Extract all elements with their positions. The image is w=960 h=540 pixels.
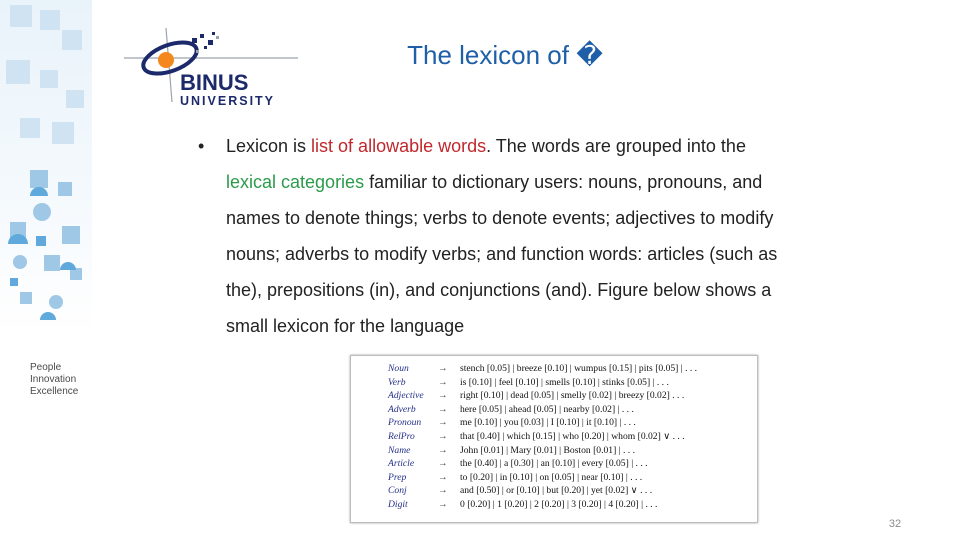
arrow-icon: →: [438, 471, 448, 483]
paragraph: [226, 128, 798, 344]
lexicon-category: Conj: [388, 485, 407, 497]
lexicon-words: 0 [0.20] | 1 [0.20] | 2 [0.20] | 3 [0.20] | 4 [0.20] | . . .: [460, 499, 658, 510]
tagline-line: Innovation: [30, 374, 77, 385]
arrow-icon: →: [438, 376, 448, 388]
lexicon-words: here [0.05] | ahead [0.05] | nearby [0.02] | . . .: [460, 403, 634, 415]
lexicon-category: Prep: [388, 471, 407, 483]
lexicon-words: is [0.10] | feel [0.10] | smells [0.10] | stinks [0.05] | . . .: [460, 376, 669, 388]
arrow-icon: →: [438, 458, 448, 470]
arrow-icon: →: [438, 499, 448, 510]
content-block: [198, 128, 798, 344]
arrow-icon: →: [438, 390, 448, 402]
text-run: . The words are grouped into the: [486, 136, 746, 156]
page-number: 32: [888, 518, 902, 530]
arrow-icon: →: [438, 403, 448, 415]
lexicon-category: Article: [388, 458, 415, 470]
tagline-line: People: [30, 362, 62, 373]
lexicon-words: to [0.20] | in [0.10] | on [0.05] | near [0.10] | . . .: [460, 471, 643, 483]
slide-title: [0, 40, 960, 71]
lexicon-category: Pronoun: [388, 417, 422, 429]
lexicon-words: the [0.40] | a [0.30] | an [0.10] | every [0.05] | . . .: [460, 458, 648, 470]
tagline: [30, 362, 78, 398]
arrow-icon: →: [438, 417, 448, 429]
text-run: familiar to dictionary users: nouns, pronouns, and names to denote things; verbs to denote events; adjectives to modify nouns; adverbs to modify verbs; and function words: articles (such as the), prepositions (in), and conjunctions (and). Figure below shows a small lexicon for the language: [226, 172, 778, 336]
lexicon-category: Verb: [388, 376, 406, 388]
lexicon-words: right [0.10] | dead [0.05] | smelly [0.02] | breezy [0.02] . . .: [460, 390, 685, 402]
lexicon-words: me [0.10] | you [0.03] | I [0.10] | it [0.10] | . . .: [460, 417, 636, 429]
lexicon-words: stench [0.05] | breeze [0.10] | wumpus [0.15] | pits [0.05] | . . .: [460, 363, 698, 374]
lexicon-category: RelPro: [388, 431, 415, 442]
highlight-text: lexical categories: [226, 172, 365, 192]
tagline-line: Excellence: [30, 386, 79, 397]
lexicon-category: Adjective: [388, 390, 424, 402]
missing-glyph-icon: �: [576, 40, 603, 70]
logo-text-university: UNIVERSITY: [180, 94, 276, 108]
arrow-icon: →: [438, 363, 448, 374]
text-run: Lexicon is: [226, 136, 312, 156]
lexicon-words: that [0.40] | which [0.15] | who [0.20] | whom [0.02] ∨ . . .: [460, 431, 685, 442]
arrow-icon: →: [438, 444, 448, 456]
lexicon-category: Noun: [388, 363, 409, 374]
bullet-icon: •: [198, 136, 205, 156]
lexicon-figure: [350, 355, 758, 523]
arrow-icon: →: [438, 431, 448, 442]
logo-text-binus: BINUS: [180, 70, 249, 95]
lexicon-category: Adverb: [388, 403, 416, 415]
lexicon-words: and [0.50] | or [0.10] | but [0.20] | yet [0.02] ∨ . . .: [460, 485, 653, 497]
arrow-icon: →: [438, 485, 448, 497]
decorative-sidebar: [0, 0, 92, 540]
lexicon-category: Digit: [388, 499, 408, 510]
highlight-text: list of allowable words: [311, 136, 487, 156]
lexicon-words: John [0.01] | Mary [0.01] | Boston [0.01] | . . .: [460, 444, 635, 456]
lexicon-category: Name: [388, 444, 411, 456]
slide-title-text: The lexicon of: [407, 40, 569, 70]
